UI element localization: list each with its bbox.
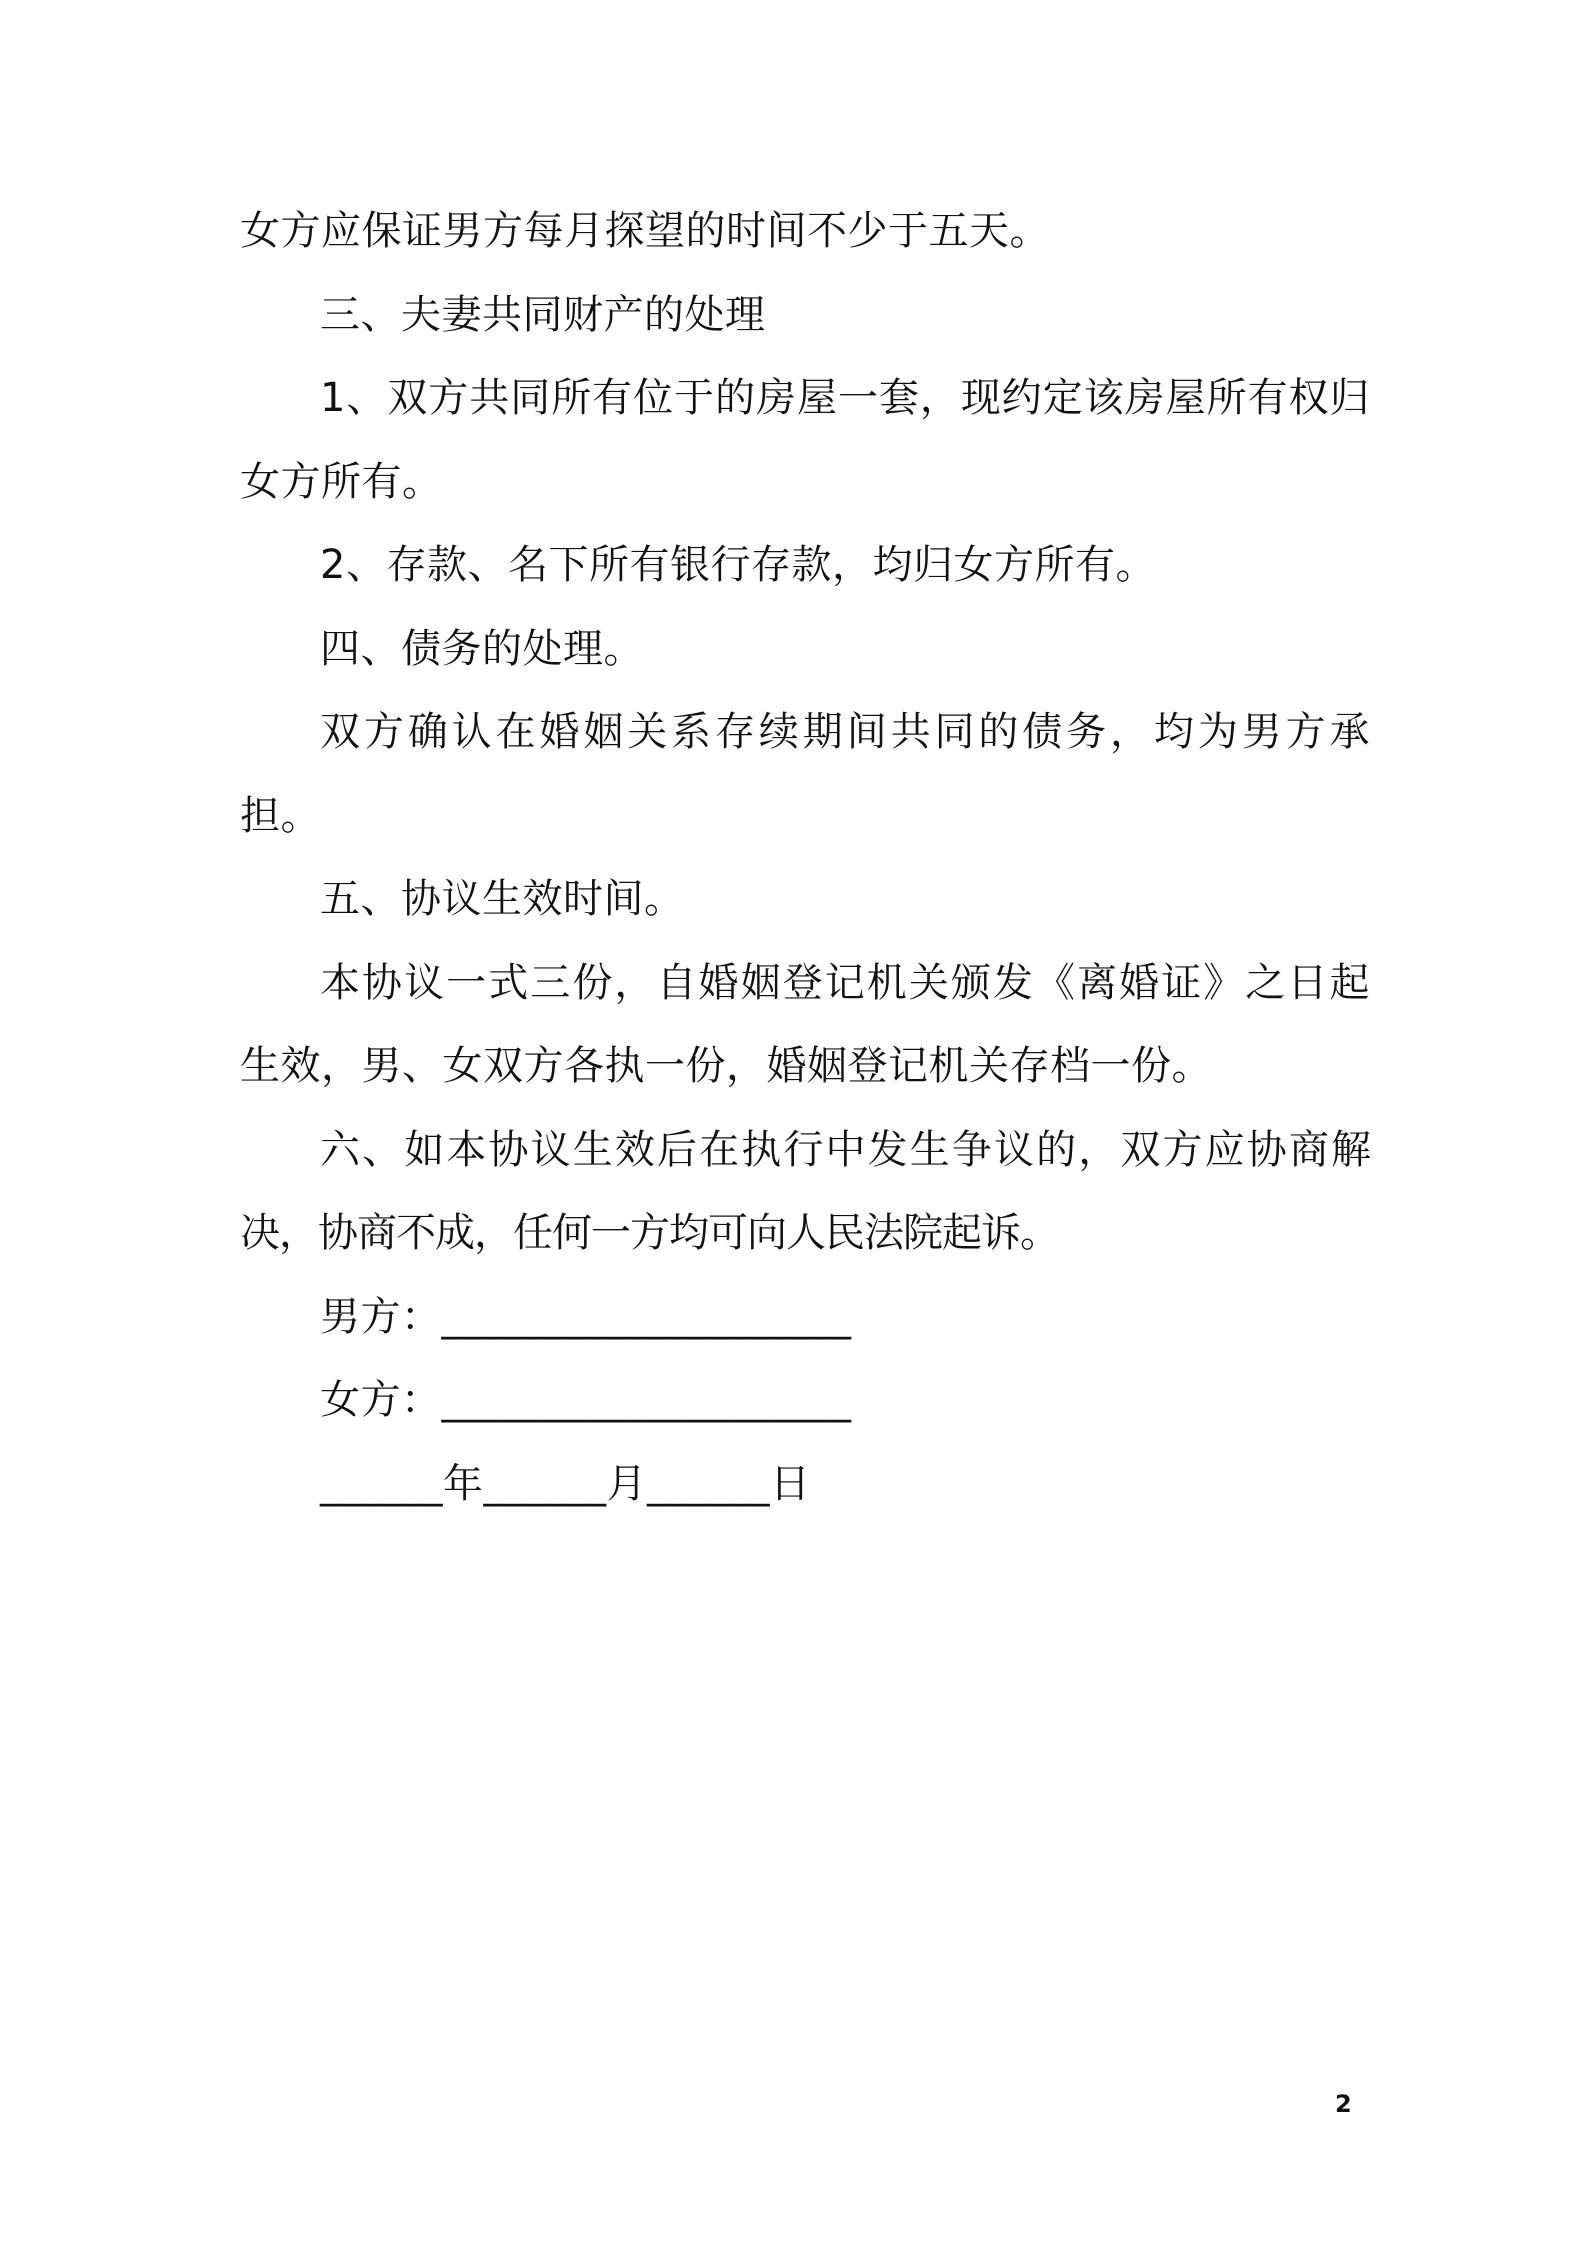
heading-debts: 四、债务的处理。 [320, 625, 644, 672]
paragraph-house: 1、双方共同所有位于的房屋一套，现约定该房屋所有权归女方所有。 [240, 375, 1370, 505]
paragraph-dispute: 六、如本协议生效后在执行中发生争议的，双方应协商解决，协商不成，任何一方均可向人民法院起诉。 [240, 1126, 1370, 1256]
heading-effective-time: 五、协议生效时间。 [320, 876, 685, 922]
paragraph-deposits: 2、存款、名下所有银行存款，均归女方所有。 [320, 542, 1156, 588]
paragraph-debts: 双方确认在婚姻关系存续期间共同的债务，均为男方承担。 [240, 709, 1370, 839]
paragraph-copies: 本协议一式三份，自婚姻登记机关颁发《离婚证》之日起生效，男、女双方各执一份，婚姻登记机关存档一份。 [240, 959, 1370, 1089]
page-number: 2 [1335, 2090, 1352, 2118]
document-body [240, 190, 1370, 1526]
heading-joint-property: 三、夫妻共同财产的处理 [320, 291, 766, 338]
paragraph-visit-time: 女方应保证男方每月探望的时间不少于五天。 [240, 208, 1050, 254]
signature-male: 男方：____________________ [320, 1293, 852, 1340]
signature-date: ______年______月______日 [320, 1460, 811, 1507]
signature-female: 女方：____________________ [320, 1377, 852, 1423]
